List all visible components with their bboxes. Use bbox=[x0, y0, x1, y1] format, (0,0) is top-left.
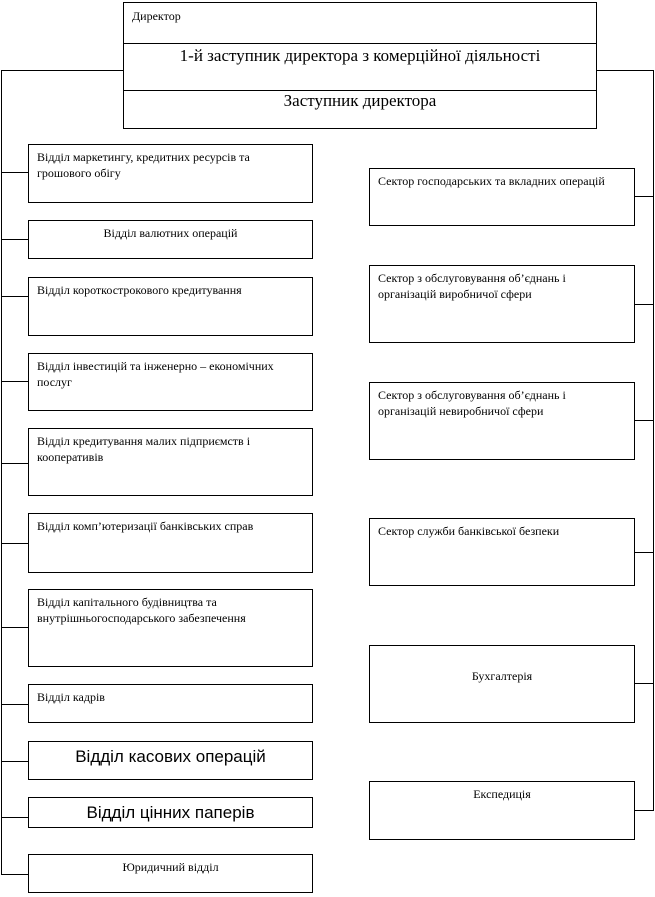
right-tick-2 bbox=[634, 304, 654, 305]
department-marketing: Відділ маркетингу, кредитних ресурсів та грошового обігу bbox=[28, 144, 313, 203]
sector-expedition: Експедиція bbox=[369, 781, 635, 840]
sector-nonproduction-organizations: Сектор з обслуговування об’єднань і організацій невиробничої сфери bbox=[369, 382, 635, 460]
department-small-business-credit: Відділ кредитування малих підприємств і кооперативів bbox=[28, 428, 313, 496]
department-hr: Відділ кадрів bbox=[28, 684, 313, 723]
department-computerization: Відділ комп’ютеризації банківських справ bbox=[28, 513, 313, 573]
left-connector-vertical bbox=[1, 70, 2, 875]
director-label: Директор bbox=[132, 9, 181, 23]
right-tick-3 bbox=[634, 420, 654, 421]
sector-economic-deposit: Сектор господарських та вкладних операцій bbox=[369, 168, 635, 226]
management-box bbox=[123, 2, 597, 129]
left-tick-8 bbox=[1, 704, 28, 705]
left-tick-5 bbox=[1, 463, 28, 464]
deputy-label: Заступник директора bbox=[283, 91, 437, 110]
left-tick-11 bbox=[1, 874, 28, 875]
first-deputy-label: 1-й заступник директора з комерційної діяльності bbox=[179, 46, 541, 65]
right-tick-5 bbox=[634, 683, 654, 684]
left-tick-3 bbox=[1, 296, 28, 297]
right-connector-horizontal bbox=[597, 70, 653, 71]
department-legal: Юридичний відділ bbox=[28, 854, 313, 893]
sector-accounting: Бухгалтерія bbox=[369, 645, 635, 723]
department-currency: Відділ валютних операцій bbox=[28, 220, 313, 259]
department-investments: Відділ інвестицій та інженерно – економічних послуг bbox=[28, 353, 313, 411]
left-tick-10 bbox=[1, 817, 28, 818]
department-short-term-credit: Відділ короткострокового кредитування bbox=[28, 277, 313, 336]
department-securities: Відділ цінних паперів bbox=[28, 797, 313, 828]
department-cash-operations: Відділ касових операцій bbox=[28, 741, 313, 780]
right-tick-4 bbox=[634, 552, 654, 553]
left-tick-1 bbox=[1, 172, 28, 173]
left-tick-4 bbox=[1, 381, 28, 382]
department-capital-construction: Відділ капітального будівництва та внутрішньогосподарського забезпечення bbox=[28, 589, 313, 667]
header-divider-1 bbox=[124, 43, 596, 44]
sector-bank-security: Сектор служби банківської безпеки bbox=[369, 518, 635, 586]
right-connector-vertical bbox=[653, 70, 654, 811]
left-tick-6 bbox=[1, 543, 28, 544]
left-tick-7 bbox=[1, 627, 28, 628]
sector-production-organizations: Сектор з обслуговування об’єднань і організацій виробничої сфери bbox=[369, 265, 635, 343]
right-tick-6 bbox=[634, 810, 654, 811]
left-tick-9 bbox=[1, 761, 28, 762]
left-connector-horizontal bbox=[1, 70, 123, 71]
right-tick-1 bbox=[634, 196, 654, 197]
left-tick-2 bbox=[1, 239, 28, 240]
